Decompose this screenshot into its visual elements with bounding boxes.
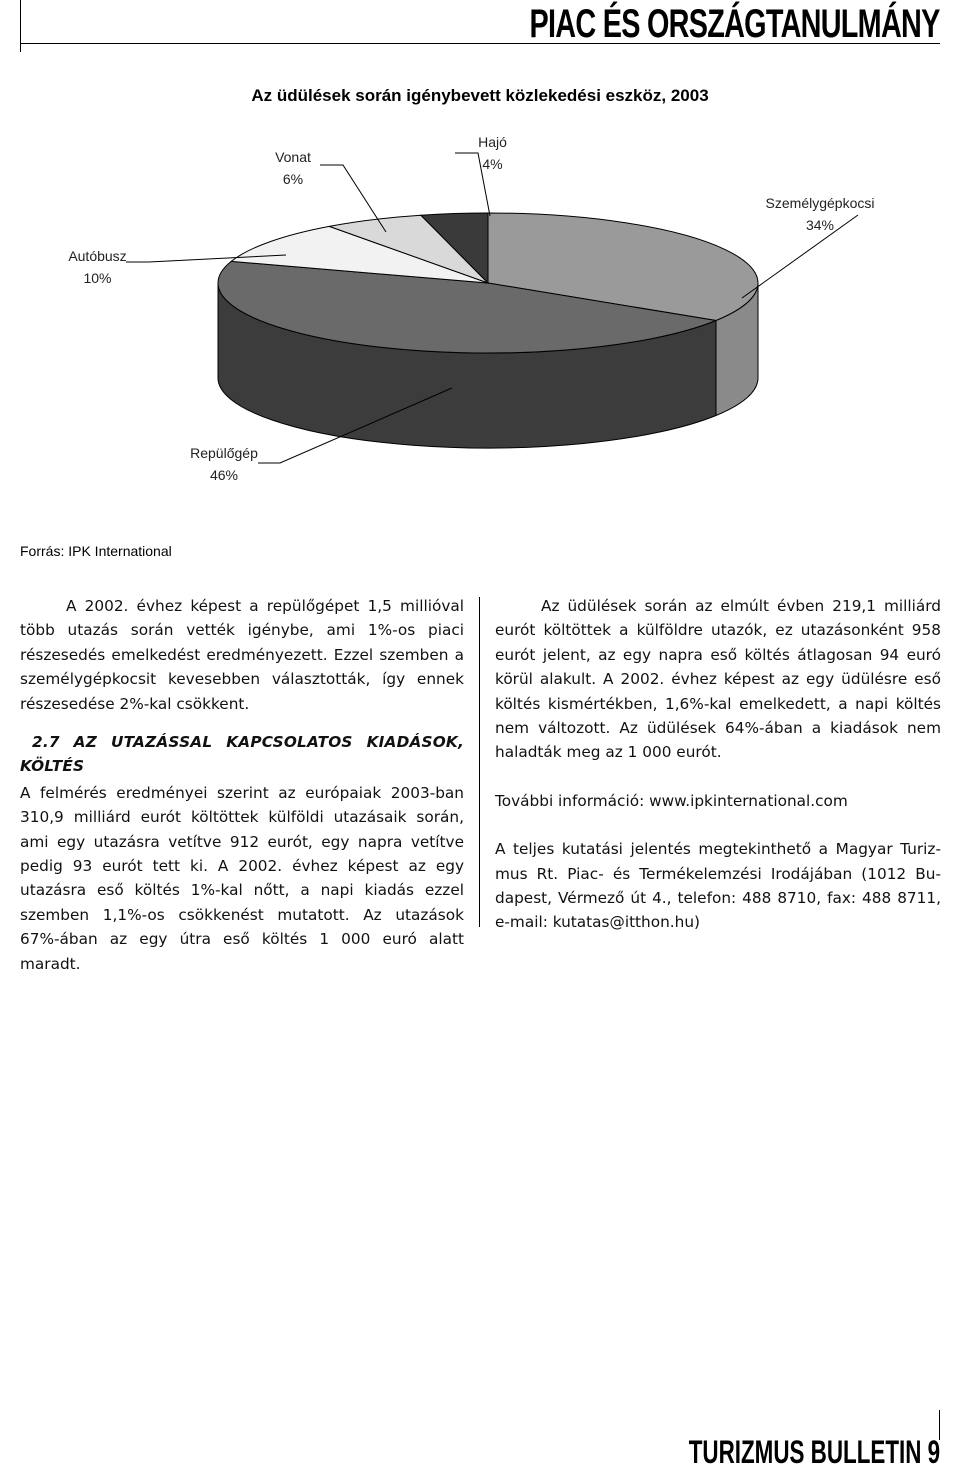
- label-repulogep-value: 46%: [209, 467, 239, 483]
- more-info-line: További információ: www.ipkinternational.com: [495, 791, 848, 810]
- label-szemelygepkocsi-name: Személygépkocsi: [765, 195, 875, 211]
- left-column: [20, 594, 464, 976]
- label-autobusz-name: Autóbusz: [68, 248, 127, 264]
- label-autobusz-value: 10%: [83, 270, 112, 286]
- label-vonat-value: 6%: [282, 171, 304, 187]
- right-paragraph-1: Az üdülések során az elmúlt évben 219,1 milliárd eurót költöttek a külföldre utazók, ez utazásonként 958 eurót jelent, az egy napra eső költés átlagosan 94 euró körül alakult. A 2002. évhez képest az egy üdülésre eső költés kismértékben, 1,6%-kal emelkedett, a napi költés nem változott. Az üdülések 64%-ában a kiadások nem haladták meg az 1 000 eurót.: [495, 597, 941, 762]
- pie-chart: [0, 0, 960, 540]
- label-szemelygepkocsi-value: 34%: [805, 217, 835, 233]
- footer-title: TURIZMUS BULLETIN 9: [688, 1434, 940, 1470]
- column-divider: [479, 597, 480, 927]
- label-vonat-name: Vonat: [275, 149, 311, 165]
- left-paragraph-2: A felmérés eredményei szerint az európaiak 2003-ban 310,9 milliárd eurót költöttek külföldi utazásaik során, ami egy utazásra vetítve 912 eurót, egy napra vetítve pedig 93 eurót tett ki. A 2002. évhez képest az egy utazásra eső költés 1%-kal nőtt, a napi kiadás ezzel szemben 1,1%-os csökkenést mutatott. Az utazások 67%-ában az egy útra eső költés 1 000 euró alatt maradt.: [20, 783, 464, 973]
- right-paragraph-3: A teljes kutatási jelentés megtekinthető a Magyar Turizmus Rt. Piac- és Termékelemzési Irodájában (1012 Budapest, Vérmező út 4., telefon: 488 8710, fax: 488 8711, e-mail: kutatas@itthon.hu): [495, 840, 941, 932]
- label-hajo: [470, 131, 515, 175]
- section-header-title: PIAC ÉS ORSZÁGTANULMÁNY: [529, 2, 940, 46]
- right-column: [495, 594, 941, 935]
- label-autobusz: [60, 245, 135, 289]
- chart-source: Forrás: IPK International: [20, 543, 172, 559]
- label-szemelygepkocsi: [760, 192, 880, 236]
- label-vonat: [268, 146, 318, 190]
- label-hajo-name: Hajó: [478, 134, 507, 150]
- chart-title: Az üdülések során igénybevett közlekedési eszköz, 2003: [251, 86, 709, 105]
- label-repulogep: [184, 442, 264, 486]
- label-hajo-value: 4%: [482, 156, 503, 172]
- left-paragraph-1: A 2002. évhez képest a repülőgépet 1,5 millióval több utazás során vették igénybe, ami 1%-os piaci részesedés emelkedést eredményezett. Ezzel szemben a személygépkocsit kevesebben választották, így ennek részesedése 2%-kal csökkent.: [20, 597, 464, 713]
- section-heading: 2.7 AZ UTAZÁSSAL KAPCSOLATOS KIADÁSOK, KÖLTÉS: [20, 733, 464, 776]
- label-repulogep-name: Repülőgép: [190, 445, 258, 461]
